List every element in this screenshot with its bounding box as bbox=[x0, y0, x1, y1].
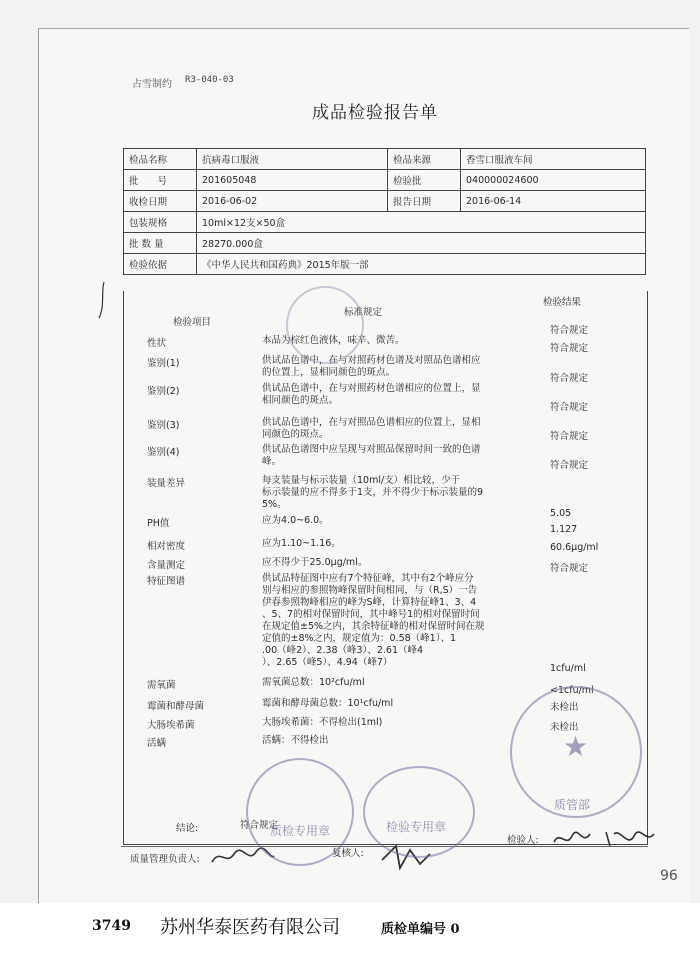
test-standard-line: 别与相应的参照物峰保留时间相同，与（R,S）一告 bbox=[262, 585, 478, 596]
quantity-label: 批 数 量 bbox=[124, 233, 197, 254]
product-name: 抗病毒口服液 bbox=[197, 149, 388, 170]
test-standard-line: 应为1.10~1.16。 bbox=[262, 538, 341, 549]
seal-b-label: 检验专用章 bbox=[386, 820, 447, 834]
test-name: 特征图谱 bbox=[147, 576, 186, 587]
reviewer-label: 复核人: bbox=[332, 848, 364, 859]
inspection-batch-label: 检验批 bbox=[388, 170, 461, 191]
faint-seal bbox=[286, 286, 364, 364]
test-result: 5.05 bbox=[550, 508, 572, 519]
test-standard-line: 大肠埃希菌：不得检出(1ml) bbox=[262, 717, 383, 728]
quantity: 28270.000盒 bbox=[197, 233, 646, 254]
test-name: 鉴别(3) bbox=[147, 420, 180, 431]
test-result: 未检出 bbox=[550, 722, 579, 733]
test-result: 未检出 bbox=[550, 702, 579, 713]
package: 10ml×12支×50盒 bbox=[197, 212, 646, 233]
margin-mark bbox=[97, 280, 107, 320]
test-result: 符合规定 bbox=[550, 563, 589, 574]
test-standard-line: 的位置上，显相同颜色的斑点。 bbox=[262, 367, 396, 378]
test-result: 符合规定 bbox=[550, 431, 589, 442]
test-standard-line: 相同颜色的斑点。 bbox=[262, 395, 339, 406]
test-name: 鉴别(1) bbox=[147, 358, 180, 369]
receive-date-label: 收检日期 bbox=[124, 191, 197, 212]
report-date: 2016-06-14 bbox=[461, 191, 646, 212]
inspection-batch: 040000024600 bbox=[461, 170, 646, 191]
test-result: 符合规定 bbox=[550, 460, 589, 471]
test-standard-line: 本品为棕红色液体，味辛、微苦。 bbox=[262, 335, 405, 346]
test-name: 鉴别(2) bbox=[147, 386, 180, 397]
footer-company: 苏州华泰医药有限公司 bbox=[160, 917, 340, 938]
test-standard-line: 峰。 bbox=[262, 456, 282, 467]
test-result: 1cfu/ml bbox=[550, 663, 586, 674]
test-standard-line: 供试品色谱中，在与对照品色谱相应的位置上，显相 bbox=[262, 417, 481, 428]
conclusion-value: 符合规定 bbox=[240, 820, 279, 831]
test-name: 需氧菌 bbox=[147, 680, 176, 691]
inspector-label: 检验人: bbox=[507, 835, 539, 846]
test-result: 符合规定 bbox=[550, 373, 589, 384]
test-standard-line: ）、2.65（峰5）、4.94（峰7） bbox=[262, 657, 393, 668]
test-standard-line: 应不得少于25.0μg/ml。 bbox=[262, 557, 368, 568]
info-table bbox=[123, 148, 646, 275]
star-icon: ★ bbox=[563, 730, 589, 763]
test-standard-line: 同颜色的斑点。 bbox=[262, 429, 329, 440]
test-standard-line: 每支装量与标示装量（10ml/支）相比较，少于 bbox=[262, 475, 461, 486]
package-label: 包装规格 bbox=[124, 212, 197, 233]
product-name-label: 检品名称 bbox=[124, 149, 197, 170]
page-title: 成品检验报告单 bbox=[312, 103, 438, 123]
quality-manager-label: 质量管理负责人: bbox=[130, 854, 200, 865]
basis: 《中华人民共和国药典》2015年版一部 bbox=[197, 254, 646, 275]
test-standard-line: 活螨：不得检出 bbox=[262, 735, 329, 746]
test-standard-line: 霉菌和酵母菌总数：10¹cfu/ml bbox=[262, 698, 394, 709]
test-standard-line: 、5、7的相对保留时间，其中峰号1的相对保留时间 bbox=[262, 609, 480, 620]
test-result: 60.6μg/ml bbox=[550, 542, 599, 553]
batch-label: 批 号 bbox=[124, 170, 197, 191]
conclusion-label: 结论: bbox=[176, 823, 199, 834]
test-standard-line: 在规定值±5%之内，其余特征峰的相对保留时间在规 bbox=[262, 621, 485, 632]
test-standard-line: 供试品色谱中，在与对照药材色谱及对照品色谱相应 bbox=[262, 355, 481, 366]
test-standard-line: 供试品色谱图中应呈现与对照品保留时间一致的色谱 bbox=[262, 444, 481, 455]
test-standard-line: 需氧菌总数：10²cfu/ml bbox=[262, 677, 365, 688]
tests-header-result: 检验结果 bbox=[543, 297, 582, 308]
test-standard-line: 供试品色谱中，在与对照药材色谱相应的位置上，显 bbox=[262, 383, 481, 394]
test-result: 符合规定 bbox=[550, 325, 589, 336]
test-standard-line: 供试品特征图中应有7个特征峰，其中有2个峰应分 bbox=[262, 573, 474, 584]
test-name: 装量差异 bbox=[147, 478, 186, 489]
test-standard-line: 伊春参照物峰相应的峰为S峰，计算特征峰1、3、4 bbox=[262, 597, 477, 608]
receive-date: 2016-06-02 bbox=[197, 191, 388, 212]
footer-number: 3749 bbox=[92, 918, 131, 934]
source-label: 检品来源 bbox=[388, 149, 461, 170]
test-name: 性状 bbox=[147, 338, 167, 349]
test-standard-line: 5%。 bbox=[262, 499, 287, 510]
footer-form-no: 质检单编号 0 bbox=[381, 922, 460, 937]
form-code-label: 占雪制约 bbox=[132, 79, 172, 90]
seal-c-label: 质管部 bbox=[554, 798, 591, 812]
test-standard-line: 应为4.0~6.0。 bbox=[262, 515, 329, 526]
test-name: 活螨 bbox=[147, 738, 167, 749]
test-result: 符合规定 bbox=[550, 402, 589, 413]
test-name: PH值 bbox=[147, 518, 170, 529]
tests-header-item: 检验项目 bbox=[173, 317, 212, 328]
test-name: 霉菌和酵母菌 bbox=[147, 701, 205, 712]
test-result: 1.127 bbox=[550, 524, 578, 535]
seal-a-label: 质检专用章 bbox=[270, 824, 331, 838]
test-standard-line: 定值的±8%之内，规定值为：0.58（峰1）、1 bbox=[262, 633, 457, 644]
test-result: 符合规定 bbox=[550, 343, 589, 354]
batch: 201605048 bbox=[197, 170, 388, 191]
test-name: 鉴别(4) bbox=[147, 447, 180, 458]
source: 香雪口服液车间 bbox=[461, 149, 646, 170]
test-result: <1cfu/ml bbox=[550, 685, 594, 696]
tests-header-standard: 标准规定 bbox=[344, 307, 383, 318]
inspection-seal-b bbox=[363, 766, 475, 858]
inspector-signature bbox=[550, 826, 660, 856]
test-standard-line: 标示装量的应不得多于1支，并不得少于标示装量的9 bbox=[262, 487, 484, 498]
corner-mark: 96 bbox=[660, 868, 678, 884]
test-standard-line: .00（峰2）、2.38（峰3）、2.61（峰4 bbox=[262, 645, 424, 656]
inspection-seal-a bbox=[246, 758, 354, 866]
test-name: 相对密度 bbox=[147, 541, 186, 552]
form-code: R3-040-03 bbox=[185, 75, 234, 85]
test-name: 含量测定 bbox=[147, 560, 186, 571]
report-date-label: 报告日期 bbox=[388, 191, 461, 212]
basis-label: 检验依据 bbox=[124, 254, 197, 275]
test-name: 大肠埃希菌 bbox=[147, 720, 195, 731]
